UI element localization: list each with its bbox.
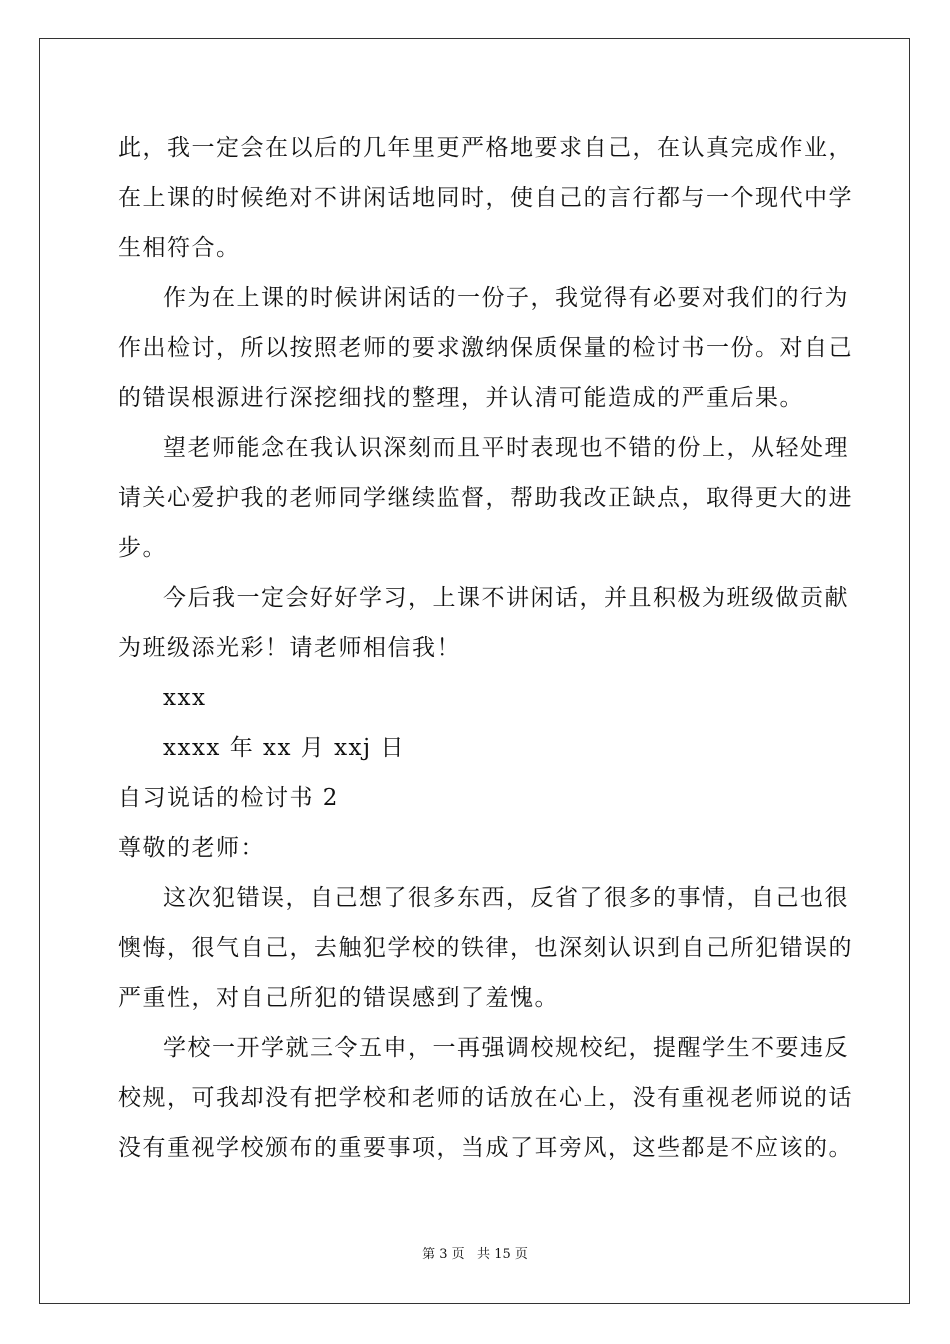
body-line: 作为在上课的时候讲闲话的一份子，我觉得有必要对我们的行为 xyxy=(163,285,849,311)
body-line: 作出检讨，所以按照老师的要求激纳保质保量的检讨书一份。对自己 xyxy=(118,335,853,361)
body-line: 学校一开学就三令五申，一再强调校规校纪，提醒学生不要违反 xyxy=(163,1035,849,1061)
body-line: 步。 xyxy=(118,535,167,561)
body-line: 此，我一定会在以后的几年里更严格地要求自己，在认真完成作业， xyxy=(118,135,853,161)
body-line: 没有重视学校颁布的重要事项，当成了耳旁风，这些都是不应该的。 xyxy=(118,1135,853,1161)
body-line: 请关心爱护我的老师同学继续监督，帮助我改正缺点，取得更大的进 xyxy=(118,485,853,511)
section-title: 自习说话的检讨书 2 xyxy=(118,785,339,811)
body-line: 懊悔，很气自己，去触犯学校的铁律，也深刻认识到自己所犯错误的 xyxy=(118,935,853,961)
body-line: 在上课的时候绝对不讲闲话地同时，使自己的言行都与一个现代中学 xyxy=(118,185,853,211)
body-line: 校规，可我却没有把学校和老师的话放在心上，没有重视老师说的话 xyxy=(118,1085,853,1111)
page-border xyxy=(39,38,910,1304)
body-line: 望老师能念在我认识深刻而且平时表现也不错的份上，从轻处理 xyxy=(163,435,849,461)
body-line: 严重性，对自己所犯的错误感到了羞愧。 xyxy=(118,985,559,1011)
signature-name: xxx xyxy=(163,685,207,711)
page-indicator: 第 3 页 共 15 页 xyxy=(422,1247,528,1262)
body-line: 生相符合。 xyxy=(118,235,241,261)
body-line: 今后我一定会好好学习，上课不讲闲话，并且积极为班级做贡献 xyxy=(163,585,849,611)
body-line: 为班级添光彩！请老师相信我！ xyxy=(118,635,461,661)
signature-date: xxxx 年 xx 月 xxj 日 xyxy=(163,735,405,761)
body-line: 的错误根源进行深挖细找的整理，并认清可能造成的严重后果。 xyxy=(118,385,804,411)
body-line: 这次犯错误，自己想了很多东西，反省了很多的事情，自己也很 xyxy=(163,885,849,911)
salutation: 尊敬的老师： xyxy=(118,835,265,861)
